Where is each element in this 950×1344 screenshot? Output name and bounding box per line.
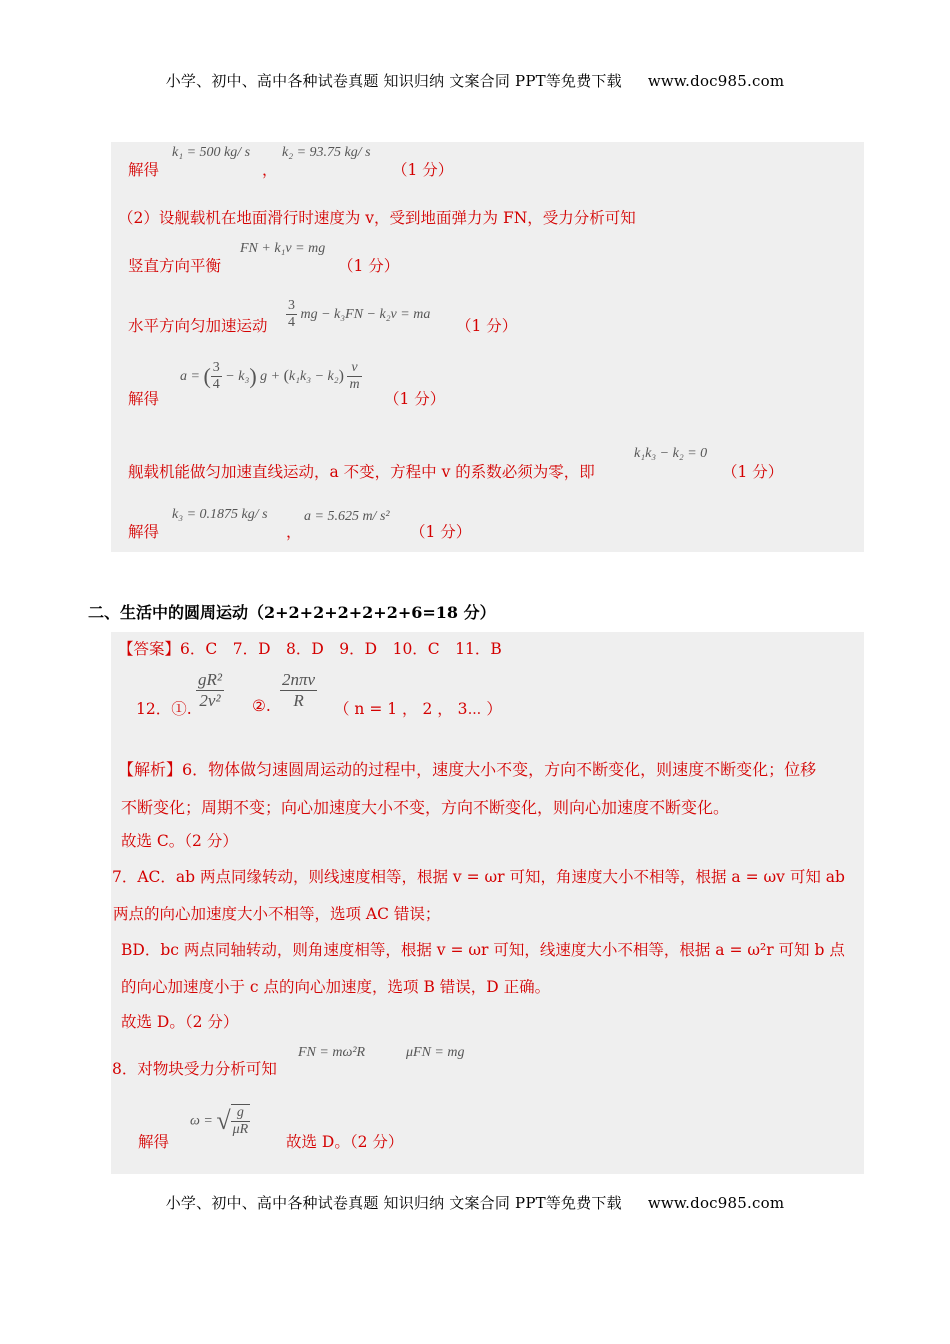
q7-line-4: 的向心加速度小于 c 点的向心加速度，选项 B 错误，D 正确。 xyxy=(121,978,551,996)
eq-horizontal-num: 3 xyxy=(286,298,297,315)
eq-k2: k₂ = 93.75 kg/ s xyxy=(282,145,371,160)
q12-mid: ②. xyxy=(252,697,271,715)
eq-a-lead: a = xyxy=(180,368,200,384)
q7-line-2: 两点的向心加速度大小不相等，选项 AC 错误； xyxy=(113,905,441,923)
eq-horizontal-rest: mg − k₃FN − k₂v = ma xyxy=(300,306,431,322)
q7-line-3: BD．bc 两点同轴转动，则角速度相等，根据 v = ωr 可知，线速度大小不相等，根据 a = ω²r 可知 b 点 xyxy=(121,941,845,959)
eq-a-solution: a = ( $\frac{3}{4}$ − k₃) g + (k₁k₃ − k₂) $\frac{v}{m}$ xyxy=(180,360,360,393)
q12-f1-num: gR² xyxy=(198,670,222,689)
eq-omega: ω = √ $\frac{g}{\mu R}$ xyxy=(190,1105,249,1138)
eq-a-g: g + xyxy=(260,368,281,384)
header-site: www.doc985.com xyxy=(647,72,785,90)
analysis-line-1: 【解析】6．物体做匀速圆周运动的过程中，速度大小不变，方向不断变化，则速度不断变化；位移 xyxy=(118,760,817,779)
label-horizontal: 水平方向匀加速运动 xyxy=(128,317,268,335)
eq-omega-lead: ω = xyxy=(190,1113,213,1129)
page-header xyxy=(0,70,950,91)
label-jiede-3: 解得 xyxy=(128,523,160,541)
q12-condition: （ n = 1 ， 2 ， 3⋯ ） xyxy=(334,700,502,718)
q12-fraction-1 xyxy=(196,670,224,710)
label-jiede-4: 解得 xyxy=(138,1133,170,1151)
eq-a-den: 4 xyxy=(212,377,220,393)
eq-a-value: a = 5.625 m/ s² xyxy=(304,509,390,524)
eq-k3: k₃ = 0.1875 kg/ s xyxy=(172,507,268,522)
page-footer xyxy=(0,1192,950,1213)
q8-intro: 8．对物块受力分析可知 xyxy=(112,1060,277,1078)
eq-vertical: FN + k₁v = mg xyxy=(240,241,326,256)
eq-q8-a: FN = mω²R xyxy=(298,1045,366,1060)
eq-condition: k₁k₃ − k₂ = 0 xyxy=(634,446,708,461)
q12-f2-num: 2nπv xyxy=(282,670,316,689)
score-4: （1 分） xyxy=(384,390,446,408)
eq-omega-den: μR xyxy=(232,1122,249,1138)
eq-a-vnum: v xyxy=(347,360,361,377)
eq-k1: k₁ = 500 kg/ s xyxy=(172,145,251,160)
eq-horizontal-den: 4 xyxy=(288,315,295,331)
label-jiede-1: 解得 xyxy=(128,161,160,179)
q12-f1-den: 2v² xyxy=(199,690,221,710)
score-5: （1 分） xyxy=(722,463,784,481)
q12-prefix: 12．①. xyxy=(136,700,192,718)
score-1: （1 分） xyxy=(392,161,454,179)
q12-f2-den: R xyxy=(293,690,304,710)
choose-c: 故选 C。（2 分） xyxy=(121,832,238,850)
comma-1: ， xyxy=(262,161,278,179)
condition-text: 舰载机能做匀加速直线运动，a 不变，方程中 v 的系数必须为零，即 xyxy=(128,463,595,481)
eq-horizontal xyxy=(286,298,430,331)
eq-omega-num: g xyxy=(231,1105,251,1122)
eq-q8-b: μFN = mg xyxy=(406,1045,465,1060)
q7-line-1: 7．AC．ab 两点同缘转动，则线速度相等，根据 v = ωr 可知，角速度大小不相等，根据 a = ωv 可知 ab xyxy=(112,868,845,886)
section-title: 二、生活中的圆周运动（2+2+2+2+2+2+6=18 分） xyxy=(88,603,496,622)
score-6: （1 分） xyxy=(410,523,472,541)
footer-site: www.doc985.com xyxy=(647,1194,785,1212)
eq-a-paren: k₁k₃ − k₂ xyxy=(288,368,339,384)
score-3: （1 分） xyxy=(456,317,518,335)
comma-2: ， xyxy=(286,523,302,541)
eq-a-mid: − k₃ xyxy=(225,368,250,384)
analysis-line-2: 不断变化；周期不变；向心加速度大小不变，方向不断变化，则向心加速度不断变化。 xyxy=(121,798,730,817)
answer-list: 【答案】6．C 7．D 8．D 9．D 10．C 11．B xyxy=(118,640,502,658)
answer-block-1 xyxy=(111,142,864,552)
score-2: （1 分） xyxy=(338,257,400,275)
choose-d: 故选 D。（2 分） xyxy=(121,1013,239,1031)
q12-fraction-2 xyxy=(280,670,317,710)
footer-text: 小学、初中、高中各种试卷真题 知识归纳 文案合同 PPT等免费下载 xyxy=(165,1194,622,1212)
label-vertical: 竖直方向平衡 xyxy=(128,257,222,275)
eq-a-vden: m xyxy=(349,377,360,393)
choose-d-2: 故选 D。（2 分） xyxy=(286,1133,404,1151)
label-jiede-2: 解得 xyxy=(128,390,160,408)
header-text: 小学、初中、高中各种试卷真题 知识归纳 文案合同 PPT等免费下载 xyxy=(165,72,622,90)
eq-a-num: 3 xyxy=(211,360,222,377)
part2-intro: （2）设舰载机在地面滑行时速度为 v，受到地面弹力为 FN，受力分析可知 xyxy=(118,209,636,227)
